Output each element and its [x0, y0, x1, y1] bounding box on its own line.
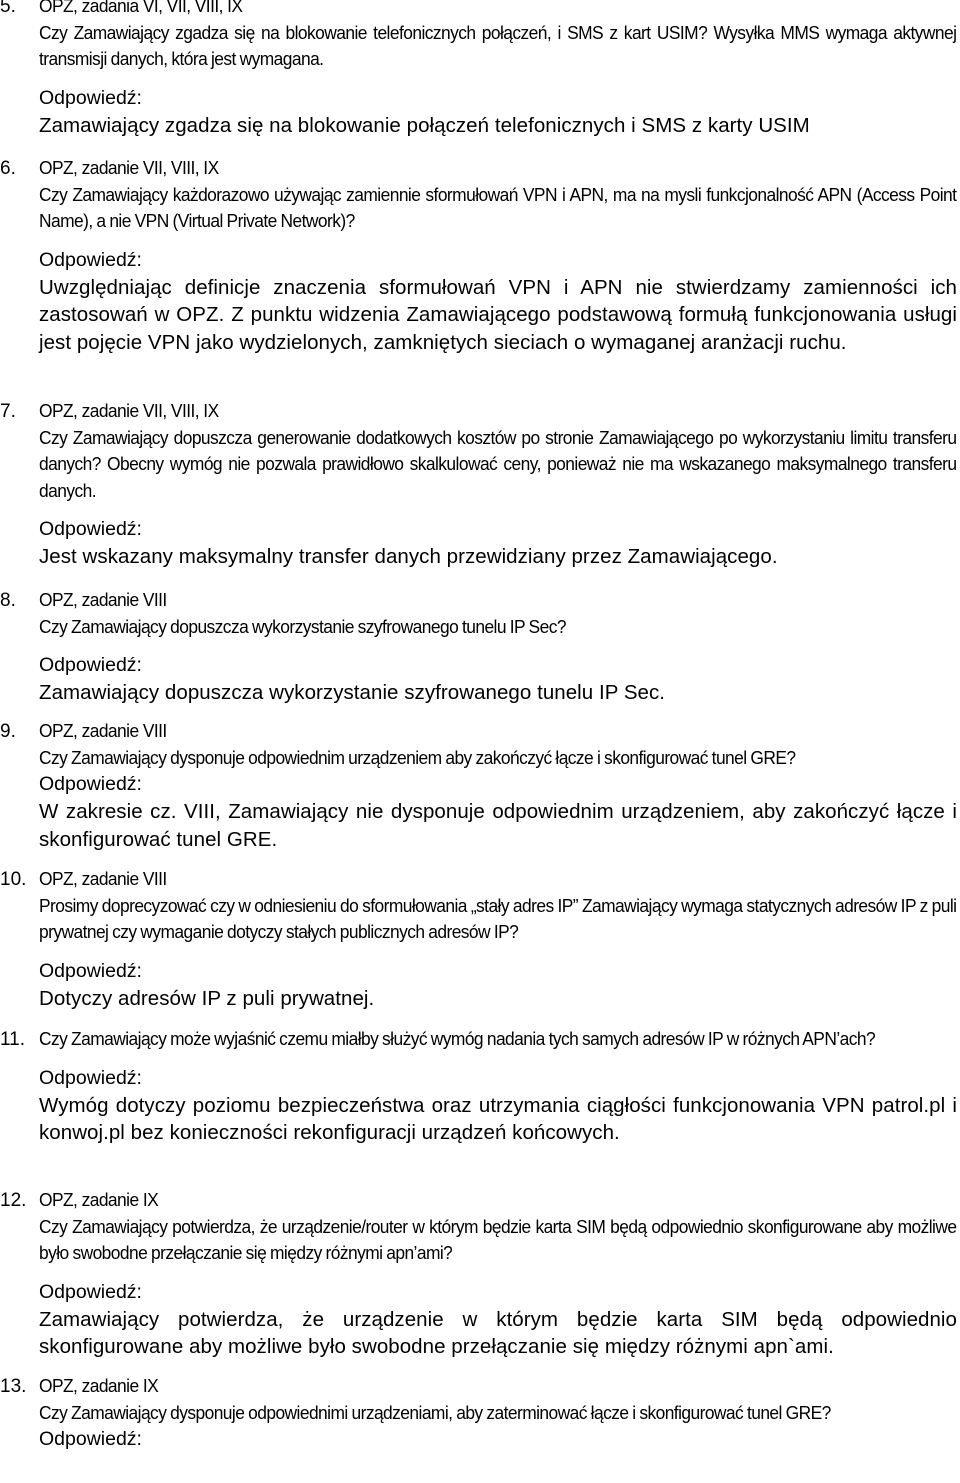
item-number: 13.	[0, 1376, 27, 1397]
item-number: 12.	[0, 1190, 27, 1211]
question-text: Czy Zamawiający dopuszcza generowanie dodatkowych kosztów po stronie Zamawiającego po wykorzystaniu limitu transferu danych? Obecny wymóg nie pozwala prawidłowo skalkulować ceny, ponieważ nie ma wskazanego maksymalnego transferu danych.	[39, 426, 957, 501]
question-text: Prosimy doprecyzować czy w odniesieniu do sformułowania „stały adres IP” Zamawiający wymaga statycznych adresów IP z puli prywatnej czy wymaganie dotyczy stałych publicznych adresów IP?	[39, 894, 957, 942]
qa-item-5	[0, 0, 960, 139]
item-number: 10.	[0, 869, 27, 890]
item-number: 8.	[0, 590, 16, 611]
item-heading: OPZ, zadanie IX	[39, 1189, 159, 1210]
question-text: Czy Zamawiający każdorazowo używając zamiennie sformułowań VPN i APN, ma na mysli funkcjonalność APN (Access Point Name), a nie VPN (Virtual Private Network)?	[39, 183, 957, 231]
answer-text: Zamawiający zgadza się na blokowanie połączeń telefonicznych i SMS z karty USIM	[39, 113, 810, 137]
question-text: Czy Zamawiający zgadza się na blokowanie telefonicznych połączeń, i SMS z kart USIM? Wysyłka MMS wymaga aktywnej transmisji danych, która jest wymagana.	[39, 21, 957, 69]
qa-item-8	[0, 587, 960, 707]
answer-text: Uwzględniając definicje znaczenia sformułowań VPN i APN nie stwierdzamy zamienności ich zastosowań w OPZ. Z punktu widzenia Zamawiającego podstawową formułą funkcjonowania usługi jest pojęcie VPN jako wydzielonych, zamkniętych sieciach o wymaganej aranżacji ruchu.	[39, 275, 957, 354]
answer-text: Zamawiający dopuszcza wykorzystanie szyfrowanego tunelu IP Sec.	[39, 681, 666, 704]
item-heading: OPZ, zadanie IX	[39, 1375, 159, 1396]
answer-label: Odpowiedź:	[39, 518, 142, 540]
item-heading: OPZ, zadanie VIII	[39, 589, 167, 610]
answer-label: Odpowiedź:	[39, 1280, 142, 1303]
item-number: 11.	[0, 1029, 26, 1050]
answer-label: Odpowiedź:	[39, 248, 142, 271]
item-heading: OPZ, zadanie VII, VIII, IX	[39, 157, 219, 178]
qa-item-9	[0, 718, 960, 853]
qa-item-7	[0, 398, 960, 571]
item-heading: OPZ, zadanie VIII	[39, 868, 167, 889]
item-number: 9.	[0, 721, 16, 742]
answer-label: Odpowiedź:	[39, 959, 142, 982]
qa-item-6	[0, 155, 960, 356]
answer-label: Odpowiedź:	[39, 773, 142, 795]
answer-label: Odpowiedź:	[39, 654, 142, 676]
answer-label: Odpowiedź:	[39, 86, 142, 109]
qa-item-12	[0, 1187, 960, 1361]
answer-text: W zakresie cz. VIII, Zamawiający nie dysponuje odpowiednim urządzeniem, aby zakończyć łącze i skonfigurować tunel GRE.	[39, 800, 957, 851]
answer-text: Jest wskazany maksymalny transfer danych przewidziany przez Zamawiającego.	[39, 545, 778, 568]
question-text: Czy Zamawiający dysponuje odpowiednim urządzeniem aby zakończyć łącze i skonfigurować tunel GRE?	[39, 746, 796, 768]
question-text: Czy Zamawiający dysponuje odpowiednimi urządzeniami, aby zaterminować łącze i skonfigurować tunel GRE?	[39, 1401, 831, 1423]
answer-text: Zamawiający potwierdza, że urządzenie w którym będzie karta SIM będą odpowiednio skonfigurowane aby możliwe było swobodne przełączanie się między różnymi apn`ami.	[39, 1307, 957, 1358]
answer-text: Dotyczy adresów IP z puli prywatnej.	[39, 986, 375, 1010]
item-number: 7.	[0, 401, 16, 422]
qa-item-11	[0, 1026, 960, 1147]
qa-item-10	[0, 866, 960, 1012]
question-text: Czy Zamawiający może wyjaśnić czemu miałby służyć wymóg nadania tych samych adresów IP w różnych APN’ach?	[39, 1028, 876, 1049]
question-text: Czy Zamawiający potwierdza, że urządzenie/router w którym będzie karta SIM będą odpowiednio skonfigurowane aby możliwe było swobodne przełączanie się między różnymi apn’ami?	[39, 1215, 957, 1263]
item-number: 5.	[0, 0, 16, 17]
item-heading: OPZ, zadanie VIII	[39, 720, 167, 741]
qa-item-13	[0, 1373, 960, 1453]
question-text: Czy Zamawiający dopuszcza wykorzystanie szyfrowanego tunelu IP Sec?	[39, 615, 566, 637]
item-number: 6.	[0, 158, 16, 179]
item-heading: OPZ, zadanie VII, VIII, IX	[39, 400, 219, 421]
answer-label: Odpowiedź:	[39, 1066, 142, 1089]
item-heading: OPZ, zadania VI, VII, VIII, IX	[39, 0, 243, 16]
answer-label: Odpowiedź:	[39, 1428, 142, 1450]
answer-text: Wymóg dotyczy poziomu bezpieczeństwa oraz utrzymania ciągłości funkcjonowania VPN patrol.pl i konwoj.pl bez konieczności rekonfiguracji urządzeń końcowych.	[39, 1093, 957, 1144]
